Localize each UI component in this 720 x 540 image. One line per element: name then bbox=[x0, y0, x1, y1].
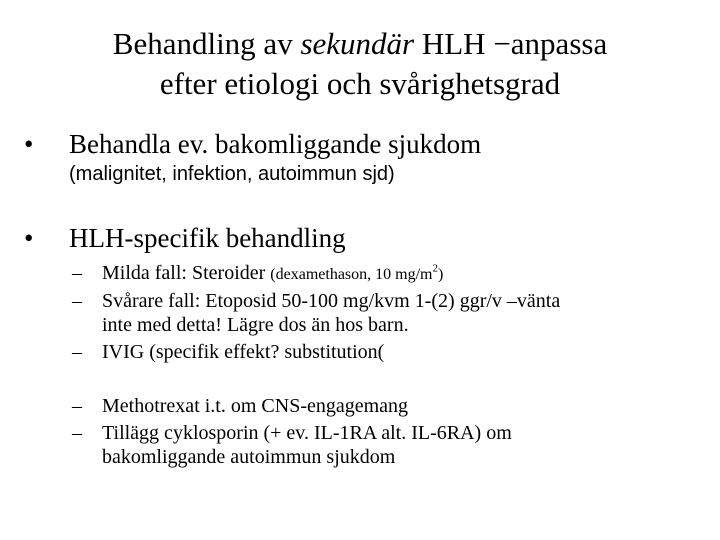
title-italic-word: sekundär bbox=[300, 26, 415, 61]
list-item-cyclosporin: – Tillägg cyklosporin (+ ev. IL-1RA alt. IL-6RA) om bbox=[72, 422, 512, 444]
bullet-marker: • bbox=[24, 129, 34, 159]
bullet-text: HLH-specifik behandling bbox=[69, 223, 346, 253]
list-item-mild-cases: – Milda fall: Steroider (dexamethason, 10 $mg/m^2$) bbox=[72, 262, 444, 284]
slide-title bbox=[0, 24, 720, 104]
slide-title-line-2: efter etiologi och svårighetsgrad bbox=[159, 66, 561, 101]
bullet-marker: • bbox=[24, 223, 34, 253]
dash-marker: – bbox=[72, 262, 82, 284]
list-item-methotrexate: – Methotrexat i.t. om CNS-engagemang bbox=[72, 395, 409, 417]
bullet-underlying-disease bbox=[24, 128, 481, 160]
list-item-cyclosporin-cont: bakomliggande autoimmun sjukdom bbox=[102, 446, 396, 468]
bullet-note: (malignitet, infektion, autoimmun sjd) bbox=[69, 163, 395, 185]
dash-marker: – bbox=[72, 290, 82, 312]
list-item-severe-cases-cont: inte med detta! Lägre dos än hos barn. bbox=[102, 314, 409, 336]
bullet-hlh-specific bbox=[24, 222, 346, 254]
slide-title-line-1: Behandling av sekundär HLH −anpassa bbox=[112, 26, 608, 61]
dash-marker: – bbox=[72, 341, 82, 363]
list-item-severe-cases: – Svårare fall: Etoposid 50-100 mg/kvm 1-(2) ggr/v –vänta bbox=[72, 290, 561, 312]
dash-marker: – bbox=[72, 395, 82, 417]
dash-marker: – bbox=[72, 422, 82, 444]
bullet-text: Behandla ev. bakomliggande sjukdom bbox=[69, 129, 482, 159]
list-item-ivig: – IVIG (specifik effekt? substitution( bbox=[72, 341, 385, 363]
